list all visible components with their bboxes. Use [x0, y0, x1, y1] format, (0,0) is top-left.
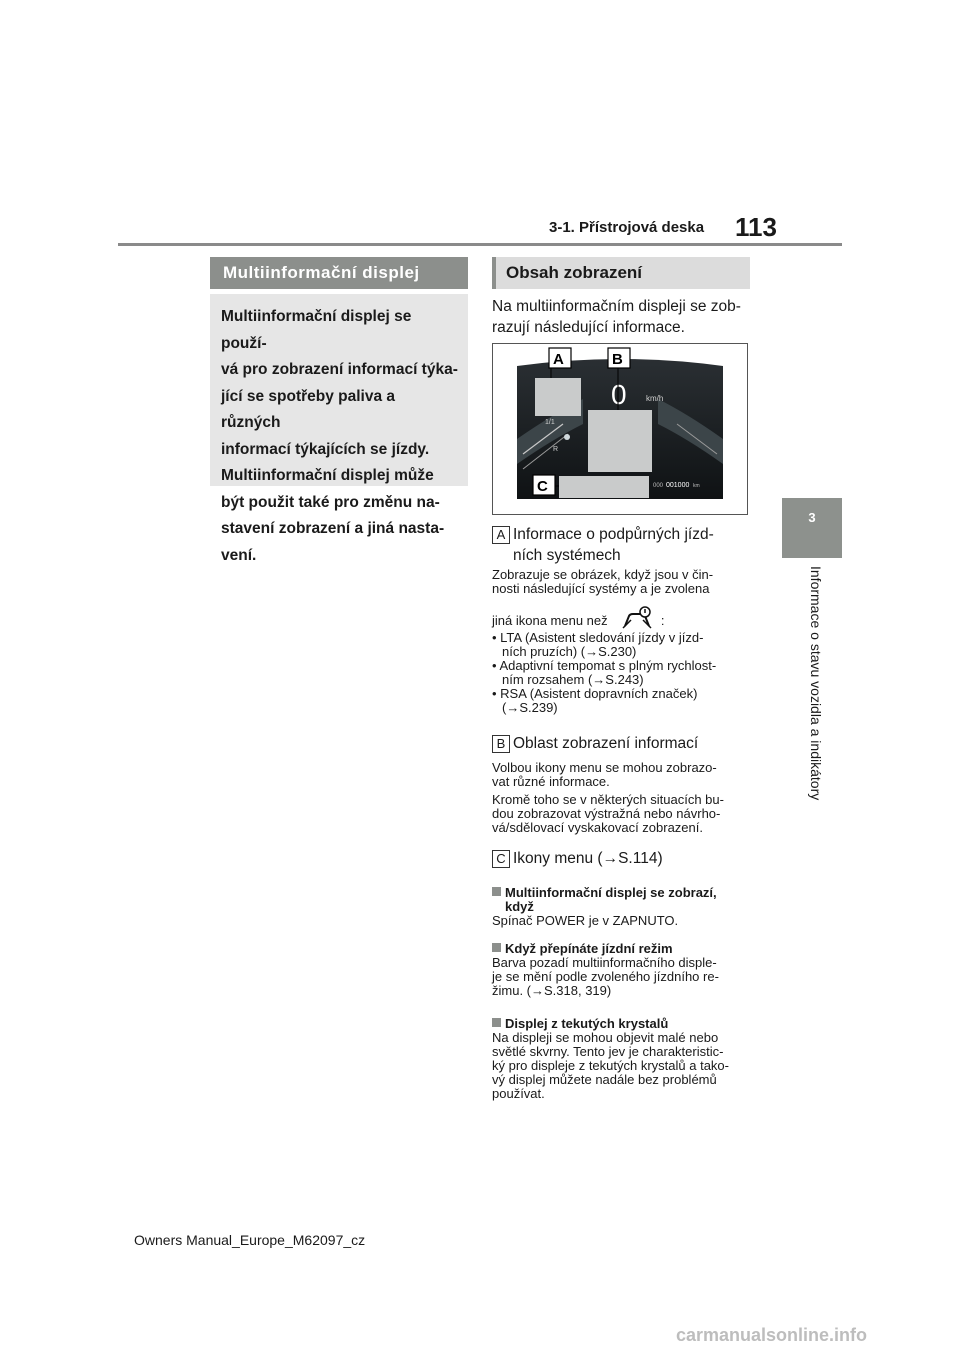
body-line: být použit také pro změnu na-: [221, 493, 440, 511]
bullet-item-cont: ním rozsahem (→S.243): [502, 672, 644, 687]
item-a-title-line2: ních systémech: [513, 547, 621, 564]
watermark: carmanualsonline.info: [676, 1325, 868, 1345]
item-a-bullets: [492, 631, 754, 715]
note-body: Na displeji se mohou objevit malé nebo: [492, 1030, 719, 1045]
item-b-description: [492, 761, 754, 835]
item-c-title: Ikony menu (→S.114): [513, 850, 663, 867]
callout-a-label: A: [553, 351, 564, 368]
item-a-description: [492, 568, 754, 596]
item-c-heading: [492, 848, 663, 869]
speed-value: 0: [611, 379, 627, 410]
reverse-indicator: R: [553, 446, 559, 453]
note-body: Spínač POWER je v ZAPNUTO.: [492, 913, 679, 928]
item-a-title-line1: Informace o podpůrných jízd-: [513, 526, 714, 543]
item-c-label: C: [492, 850, 510, 868]
item-a-label: A: [492, 526, 510, 544]
intro-line: Na multiinformačním displeji se zob-: [492, 298, 741, 315]
header-divider: [118, 243, 842, 246]
cluster-illustration: [493, 344, 747, 514]
square-bullet-icon: [492, 943, 501, 952]
odometer-value: 001000: [666, 482, 690, 489]
bullet-item-cont: (→S.239): [502, 700, 558, 715]
note-body: vý displej můžete nadále bez problémů: [492, 1072, 717, 1087]
body-line: informací týkajících se jízdy.: [221, 440, 430, 458]
desc-line: vá/sdělovací vyskakovací zobrazení.: [492, 820, 703, 835]
note-body: světlé skvrny. Tento jev je charakteristic-: [492, 1044, 724, 1059]
intro-text: [492, 296, 754, 338]
desc-line: dou zobrazovat výstražná nebo návrho-: [492, 806, 721, 821]
desc-line: Volbou ikony menu se mohou zobrazo-: [492, 760, 717, 775]
note-title-cont: když: [505, 899, 534, 914]
note-body: žimu. (→S.318, 319): [492, 983, 612, 998]
note-body: používat.: [492, 1086, 545, 1101]
left-panel-title: Multiinformační displej: [210, 257, 468, 289]
body-line: vá pro zobrazení informací týka-: [221, 361, 458, 378]
callout-b-label: B: [612, 351, 623, 368]
chapter-title: Informace o stavu vozidla a indikátory: [808, 566, 824, 801]
speed-unit: km/h: [646, 394, 664, 403]
square-bullet-icon: [492, 1018, 501, 1027]
area-a-box: [535, 378, 581, 416]
note-body: je se mění podle zvoleného jízdního re-: [492, 969, 719, 984]
footer-text: Owners Manual_Europe_M62097_cz: [134, 1232, 366, 1248]
desc-line: nosti následující systémy a je zvolena: [492, 581, 710, 596]
chapter-tab[interactable]: [782, 498, 842, 558]
callout-c-label: C: [537, 478, 548, 495]
desc-line: Zobrazuje se obrázek, když jsou v čin-: [492, 567, 714, 582]
bullet-item: • RSA (Asistent dopravních značek): [492, 686, 698, 701]
note-title: Displej z tekutých krystalů: [492, 1017, 754, 1031]
area-c-box: [559, 476, 649, 498]
note-lcd: [492, 1017, 754, 1101]
left-panel-body: [210, 294, 468, 564]
bullet-item: • Adaptivní tempomat s plným rychlost-: [492, 658, 717, 673]
body-line: Multiinformační displej může: [221, 467, 434, 484]
bullet-item-cont: ních pruzích) (→S.230): [502, 644, 637, 659]
desc-line: Kromě toho se v některých situacích bu-: [492, 792, 724, 807]
status-icon: [564, 434, 570, 440]
cluster-figure: [492, 343, 748, 515]
note-drive-mode: [492, 942, 754, 998]
desc-line: vat různé informace.: [492, 774, 610, 789]
intro-line: razují následující informace.: [492, 319, 685, 336]
note-body: Barva pozadí multiinformačního disple-: [492, 955, 717, 970]
square-bullet-icon: [492, 887, 501, 896]
page-number: 113: [735, 212, 777, 242]
item-b-label: B: [492, 735, 510, 753]
chapter-number: 3: [808, 510, 816, 525]
note-title: Multiinformační displej se zobrazí,: [492, 886, 754, 900]
item-a-heading: [492, 524, 714, 566]
desc-line: jiná ikona menu než: [492, 612, 608, 628]
odometer-prefix: 000: [653, 483, 664, 489]
note-title: Když přepínáte jízdní režim: [492, 942, 754, 956]
area-b-box: [588, 410, 652, 472]
odometer-unit: km: [693, 483, 700, 489]
body-line: Multiinformační displej se použí-: [221, 308, 412, 352]
bullet-item: • LTA (Asistent sledování jízdy v jízd-: [492, 630, 704, 645]
note-body: ký pro displeje z tekutých krystalů a tako-: [492, 1058, 729, 1073]
right-panel-title: Obsah zobrazení: [492, 257, 750, 289]
body-line: stavení zobrazení a jiná nasta-: [221, 520, 445, 537]
item-b-heading: [492, 733, 698, 754]
body-line: vení.: [221, 546, 257, 564]
desc-colon: :: [660, 612, 665, 628]
section-title: 3-1. Přístrojová deska: [549, 219, 705, 236]
note-display-shown: [492, 886, 754, 928]
gear-indicator: 1/1: [545, 419, 555, 426]
item-b-title: Oblast zobrazení informací: [513, 735, 699, 752]
body-line: jící se spotřeby paliva a různých: [221, 387, 396, 431]
